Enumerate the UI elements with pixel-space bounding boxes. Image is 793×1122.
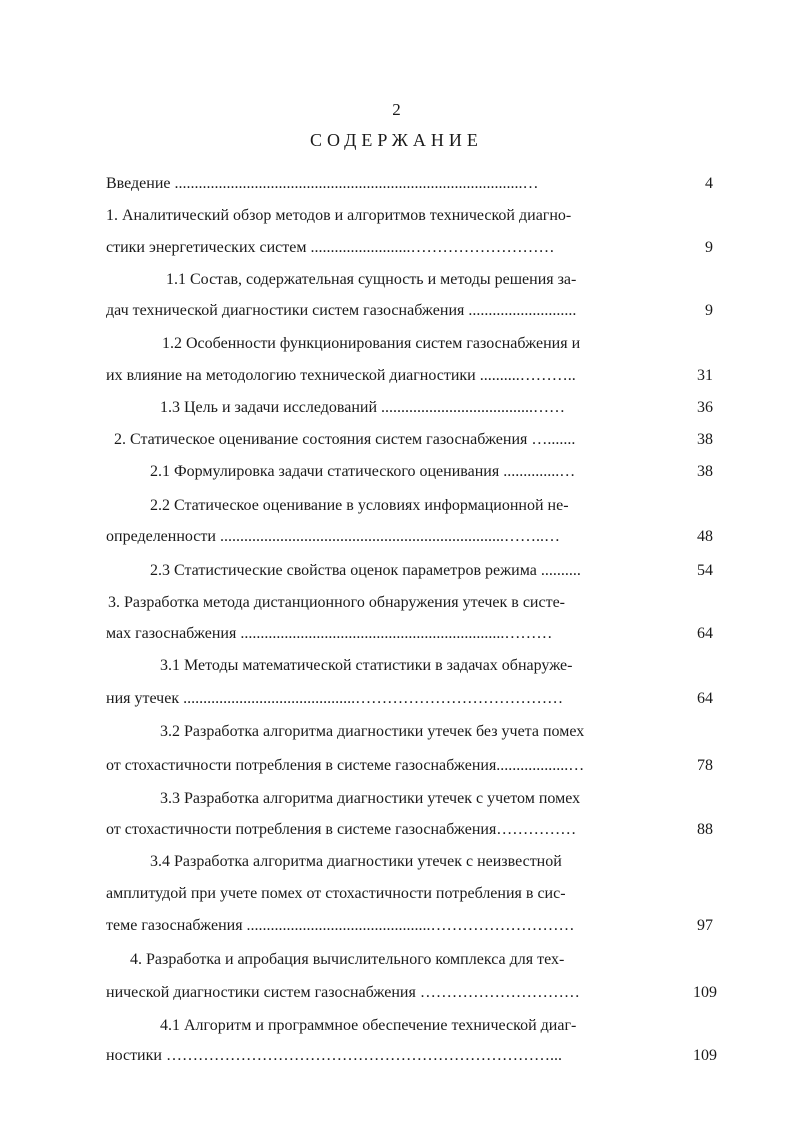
toc-entry-text: 2.2 Статическое оценивание в условиях информационной не-	[150, 497, 569, 514]
toc-entry-page: 38	[697, 463, 713, 480]
toc-entry-page: 97	[697, 917, 713, 934]
toc-entry-page: 64	[697, 625, 713, 642]
toc-entry-text: 3.1 Методы математической статистики в задачах обнаруже-	[160, 657, 573, 674]
toc-entry-text: от стохастичности потребления в системе газоснабжения……………	[106, 821, 577, 838]
toc-entry-text: 4. Разработка и апробация вычислительного комплекса для тех-	[130, 951, 565, 968]
toc-entry-text: 1.3 Цель и задачи исследований ......................................……	[160, 399, 566, 416]
toc-entry-text: от стохастичности потребления в системе газоснабжения..................…	[106, 757, 585, 774]
toc-entry-text: 2. Статическое оценивание состояния систем газоснабжения ….......	[114, 431, 576, 448]
toc-entry-text: 1. Аналитический обзор методов и алгоритмов технической диагно-	[106, 207, 572, 224]
toc-entry-text: 3.4 Разработка алгоритма диагностики утечек с неизвестной	[150, 853, 562, 870]
toc-entry-page: 54	[697, 562, 713, 579]
toc-entry-text: 3.2 Разработка алгоритма диагностики утечек без учета помех	[160, 723, 585, 740]
toc-entry-text: 3.3 Разработка алгоритма диагностики утечек с учетом помех	[160, 790, 581, 807]
toc-entry-page: 109	[693, 984, 717, 1001]
toc-entry-page: 36	[697, 399, 713, 416]
toc-entry-page: 48	[697, 528, 713, 545]
toc-entry-text: теме газоснабжения ..............................................………………………	[106, 917, 575, 934]
toc-entry-page: 9	[705, 239, 713, 256]
toc-entry-text: 1.2 Особенности функционирования систем газоснабжения и	[162, 335, 581, 352]
toc-entry-text: мах газоснабжения ..................................................................………	[106, 625, 553, 642]
toc-entry-text: 3. Разработка метода дистанционного обнаружения утечек в систе-	[108, 594, 566, 611]
toc-entry-text: дач технической диагностики систем газоснабжения ...........................	[106, 302, 577, 319]
toc-entry-text: стики энергетических систем .........................………………………	[106, 239, 555, 256]
page-title: СОДЕРЖАНИЕ	[310, 130, 483, 150]
toc-entry-page: 88	[697, 821, 713, 838]
toc-entry-page: 64	[697, 690, 713, 707]
toc-entry-page: 78	[697, 757, 713, 774]
toc-entry-text: Введение .......................................................................................…	[106, 175, 539, 192]
toc-entry-page: 31	[697, 367, 713, 384]
toc-entry-page: 9	[705, 302, 713, 319]
toc-entry-text: 2.1 Формулировка задачи статического оценивания ..............…	[150, 463, 576, 480]
toc-entry-text: ностики ………………………………………………………………...	[106, 1047, 562, 1064]
toc-entry-text: амплитудой при учете помех от стохастичности потребления в сис-	[106, 885, 566, 902]
toc-entry-text: определенности .......................................................................……..…	[106, 528, 560, 545]
toc-entry-text: ния утечек ...........................................…………………………………	[106, 690, 564, 707]
toc-entry-page: 38	[697, 431, 713, 448]
toc-entry-page: 109	[693, 1047, 717, 1064]
toc-entry-text: их влияние на методологию технической диагностики ..........………..	[106, 367, 576, 384]
toc-entry-text: 2.3 Статистические свойства оценок параметров режима ..........	[150, 562, 581, 579]
toc-entry-page: 4	[705, 175, 713, 192]
toc-entry-text: 4.1 Алгоритм и программное обеспечение технической диаг-	[160, 1017, 577, 1034]
toc-entry-text: 1.1 Состав, содержательная сущность и методы решения за-	[166, 271, 577, 288]
toc-entry-text: нической диагностики систем газоснабжения …………………………	[106, 984, 580, 1001]
page-number: 2	[392, 100, 401, 119]
